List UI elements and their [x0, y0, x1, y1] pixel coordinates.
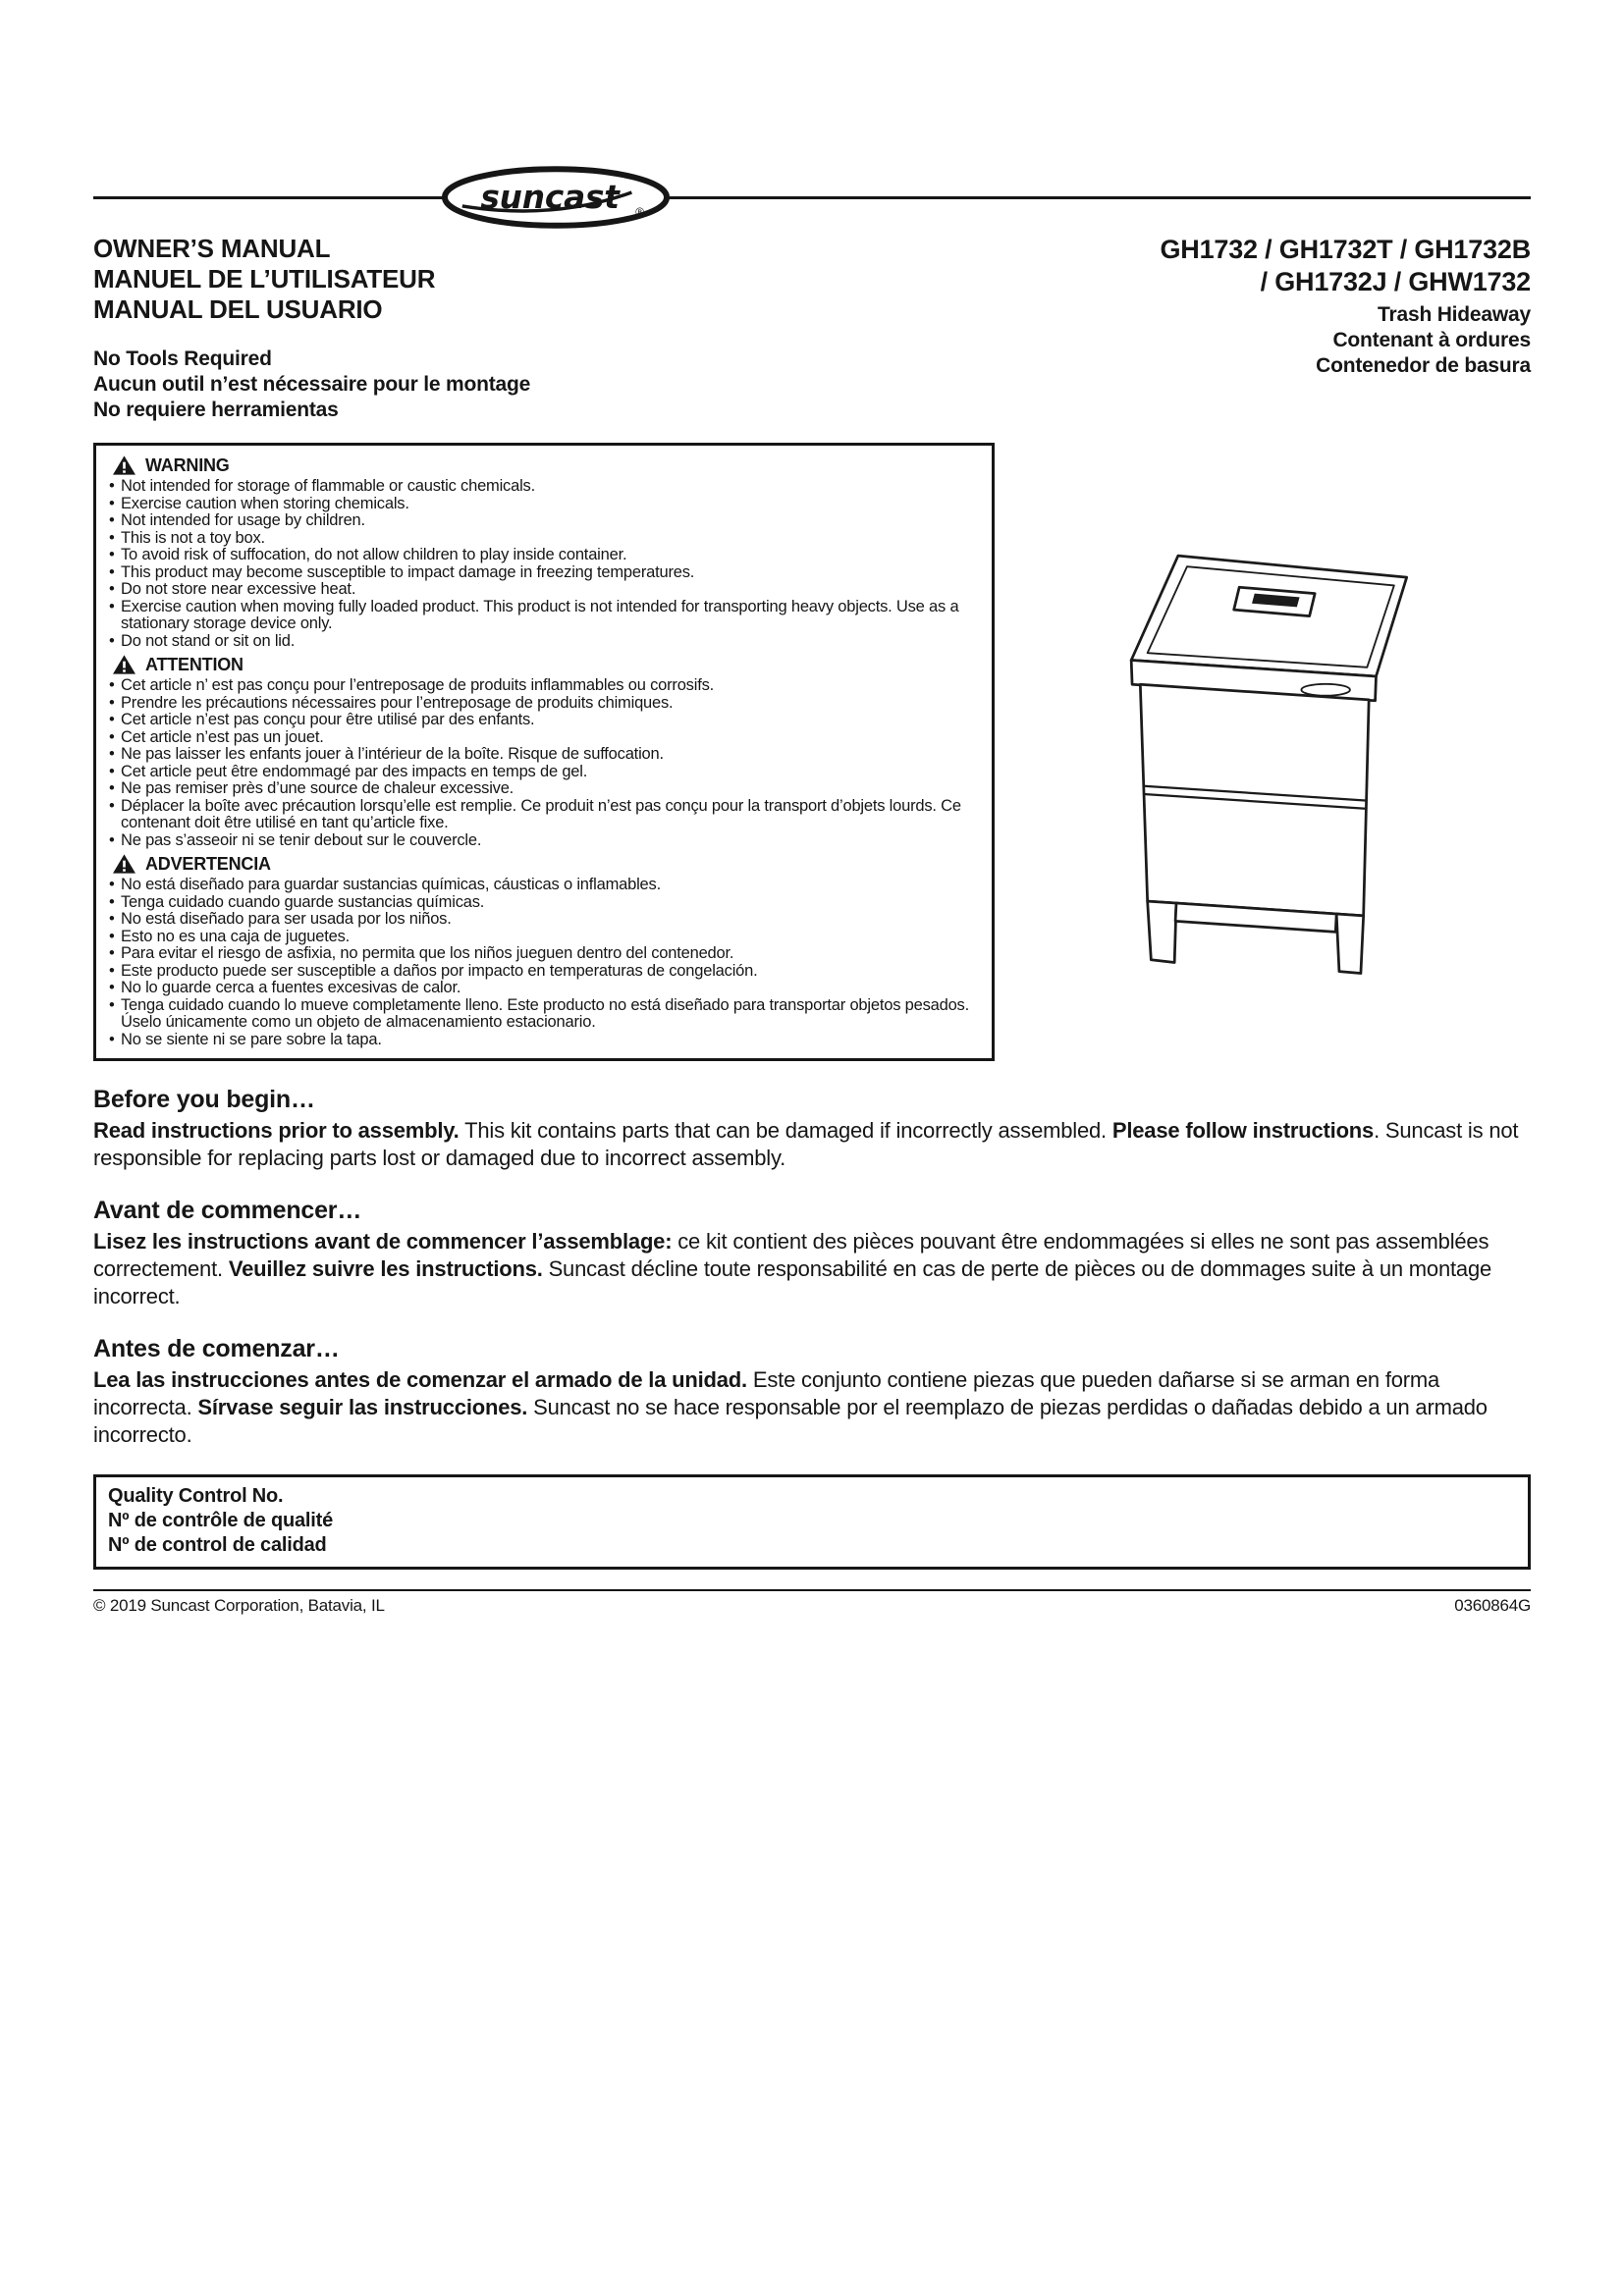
- model-numbers-line-2: / GH1732J / GHW1732: [1260, 267, 1531, 296]
- product-name-es: Contenedor de basura: [1316, 354, 1531, 377]
- section-before-fr: [93, 1196, 1531, 1310]
- warning-title-label: ADVERTENCIA: [145, 854, 271, 874]
- warning-item: • Cet article n’est pas conçu pour être utilisé par des enfants.: [108, 712, 980, 729]
- warning-item: • Not intended for storage of flammable or caustic chemicals.: [108, 478, 980, 496]
- no-tools-fr: Aucun outil n’est nécessaire pour le montage: [93, 373, 531, 396]
- section-heading-fr: Avant de commencer…: [93, 1197, 362, 1224]
- warning-section-en: [108, 454, 980, 650]
- title-fr: MANUEL DE L’UTILISATEUR: [93, 264, 436, 294]
- title-es: MANUAL DEL USUARIO: [93, 294, 383, 324]
- warning-item: • Esto no es una caja de juguetes.: [108, 929, 980, 946]
- header: [93, 234, 1531, 423]
- illustration-area: [995, 443, 1531, 1061]
- warning-and-illustration-row: [93, 443, 1531, 1061]
- warning-item: • Cet article n’est pas un jouet.: [108, 729, 980, 747]
- warning-title-fr: [112, 654, 980, 675]
- header-rule: [93, 196, 1531, 199]
- warning-item: • Cet article n’ est pas conçu pour l’entreposage de produits inflammables ou corrosifs.: [108, 677, 980, 695]
- warning-list-fr: [108, 677, 980, 849]
- product-names: [1161, 302, 1532, 379]
- bold-text: Read instructions prior to assembly.: [93, 1118, 460, 1143]
- section-before-es: [93, 1334, 1531, 1449]
- warning-item: • Prendre les précautions nécessaires pour l’entreposage de produits chimiques.: [108, 695, 980, 713]
- body-text: Suncast no se hace responsable por el reemplazo de piezas perdidas o dañadas debido a un armado incorrecto.: [93, 1395, 1488, 1447]
- warning-title-es: [112, 853, 980, 875]
- logo-wordmark: suncast: [480, 178, 620, 216]
- warning-item: • Do not store near excessive heat.: [108, 581, 980, 599]
- document-number: 0360864G: [1454, 1596, 1531, 1615]
- section-before-en: [93, 1085, 1531, 1172]
- body-text: Este conjunto contiene piezas que pueden dañarse si se arman en forma incorrecta.: [93, 1367, 1440, 1419]
- logo-divider-row: [93, 167, 1531, 232]
- manual-titles: [93, 234, 530, 423]
- warning-item: • To avoid risk of suffocation, do not allow children to play inside container.: [108, 547, 980, 564]
- warning-item: • No está diseñado para guardar sustancias químicas, cáusticas o inflamables.: [108, 877, 980, 894]
- warning-item: • Exercise caution when storing chemicals.: [108, 496, 980, 513]
- warning-section-fr: [108, 654, 980, 849]
- no-tools-es: No requiere herramientas: [93, 399, 339, 421]
- qc-line-es: Nº de control de calidad: [108, 1534, 327, 1556]
- bold-text: Lisez les instructions avant de commencer l’assemblage:: [93, 1229, 673, 1254]
- warning-item: • Tenga cuidado cuando lo mueve completamente lleno. Este producto no está diseñado para transportar objetos pesados. Úselo únicamente como un objeto de almacenamiento estacionario.: [108, 997, 980, 1032]
- title-en: OWNER’S MANUAL: [93, 234, 331, 263]
- warning-item: • No lo guarde cerca a fuentes excesivas de calor.: [108, 980, 980, 997]
- warning-triangle-icon: [112, 654, 136, 675]
- product-name-en: Trash Hideaway: [1378, 303, 1531, 326]
- copyright-text: © 2019 Suncast Corporation, Batavia, IL: [93, 1596, 385, 1615]
- bold-text: Please follow instructions: [1111, 1118, 1375, 1143]
- body-text: ce kit contient des pièces pouvant être endommagées si elles ne sont pas assemblées correctement.: [93, 1229, 1489, 1281]
- warning-title-label: ATTENTION: [145, 655, 244, 674]
- warning-box: [93, 443, 995, 1061]
- warning-item: • Para evitar el riesgo de asfixia, no permita que los niños jueguen dentro del contenedor.: [108, 945, 980, 963]
- warning-item: • Tenga cuidado cuando guarde sustancias químicas.: [108, 894, 980, 912]
- warning-item: • Exercise caution when moving fully loaded product. This product is not intended for transporting heavy objects. Use as a stationary storage device only.: [108, 599, 980, 633]
- model-info: [1161, 234, 1532, 423]
- page-content: [0, 167, 1624, 1617]
- warning-item: • Do not stand or sit on lid.: [108, 633, 980, 651]
- qc-line-fr: Nº de contrôle de qualité: [108, 1510, 334, 1531]
- warning-title-en: [112, 454, 980, 476]
- section-paragraph-fr: [93, 1228, 1531, 1310]
- warning-item: • Not intended for usage by children.: [108, 512, 980, 530]
- body-text: Suncast décline toute responsabilité en cas de perte de pièces ou de dommages suite à un montage incorrect.: [93, 1256, 1492, 1308]
- body-text: This kit contains parts that can be damaged if incorrectly assembled.: [459, 1118, 1112, 1143]
- model-numbers-line-1: GH1732 / GH1732T / GH1732B: [1160, 235, 1531, 264]
- warning-triangle-icon: [112, 853, 136, 875]
- bold-text: Sírvase seguir las instrucciones.: [197, 1395, 528, 1419]
- bold-text: Lea las instrucciones antes de comenzar el armado de la unidad.: [93, 1367, 747, 1392]
- no-tools-block: [93, 347, 530, 423]
- bold-text: Veuillez suivre les instructions.: [228, 1256, 543, 1281]
- footer: [93, 1595, 1531, 1617]
- warning-item: • Ne pas remiser près d’une source de chaleur excessive.: [108, 780, 980, 798]
- no-tools-en: No Tools Required: [93, 347, 272, 370]
- warning-list-en: [108, 478, 980, 650]
- warning-item: • Ne pas s’asseoir ni se tenir debout sur le couvercle.: [108, 832, 980, 850]
- warning-title-label: WARNING: [145, 455, 230, 475]
- warning-item: • No está diseñado para ser usada por los niños.: [108, 911, 980, 929]
- body-text: . Suncast is not responsible for replacing parts lost or damaged due to incorrect assembly.: [93, 1118, 1519, 1170]
- warning-list-es: [108, 877, 980, 1048]
- warning-item: • No se siente ni se pare sobre la tapa.: [108, 1032, 980, 1049]
- section-paragraph-es: [93, 1366, 1531, 1449]
- warning-section-es: [108, 853, 980, 1048]
- suncast-logo-icon: [439, 165, 673, 230]
- registered-mark: ®: [635, 204, 644, 219]
- warning-triangle-icon: [112, 454, 136, 476]
- product-name-fr: Contenant à ordures: [1332, 329, 1531, 351]
- warning-item: • Ne pas laisser les enfants jouer à l’intérieur de la boîte. Risque de suffocation.: [108, 746, 980, 764]
- section-paragraph-en: [93, 1117, 1531, 1172]
- warning-item: • This product may become susceptible to impact damage in freezing temperatures.: [108, 564, 980, 582]
- quality-control-box: [93, 1474, 1531, 1570]
- warning-item: • Este producto puede ser susceptible a daños por impacto en temperaturas de congelación.: [108, 963, 980, 981]
- qc-line-en: Quality Control No.: [108, 1485, 284, 1507]
- section-heading-en: Before you begin…: [93, 1086, 315, 1113]
- trash-hideaway-illustration: [1101, 500, 1425, 1004]
- warning-item: • Cet article peut être endommagé par des impacts en temps de gel.: [108, 764, 980, 781]
- warning-item: • This is not a toy box.: [108, 530, 980, 548]
- warning-item: • Déplacer la boîte avec précaution lorsqu’elle est remplie. Ce produit n’est pas conçu pour la transport d’objets lourds. Ce contenant doit être utilisé en tant qu’article fixe.: [108, 798, 980, 832]
- section-heading-es: Antes de comenzar…: [93, 1335, 340, 1362]
- footer-rule: [93, 1589, 1531, 1591]
